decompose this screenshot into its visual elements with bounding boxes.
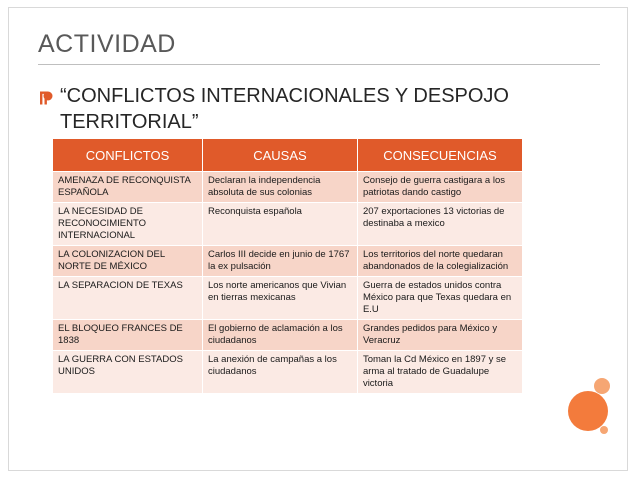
consequence-cell: Los territorios del norte quedaran abandonados de la colegialización [358, 245, 522, 276]
header-causas: CAUSAS [203, 139, 358, 171]
cause-cell: Reconquista española [203, 202, 358, 245]
table-header-row [53, 139, 522, 171]
title-divider [38, 64, 600, 65]
consequence-cell: Toman la Cd México en 1897 y se arma al tratado de Guadalupe victoria [358, 350, 522, 393]
cause-cell: El gobierno de aclamación a los ciudadanos [203, 319, 358, 350]
cause-cell: Carlos III decide en junio de 1767 la ex pulsación [203, 245, 358, 276]
header-consecuencias: CONSECUENCIAS [358, 139, 522, 171]
decorative-circle-large [568, 391, 608, 431]
conflict-cell: LA GUERRA CON ESTADOS UNIDOS [53, 350, 203, 393]
conflict-cell: AMENAZA DE RECONQUISTA ESPAÑOLA [53, 171, 203, 202]
consequence-cell: 207 exportaciones 13 victorias de destinaba a mexico [358, 202, 522, 245]
table-row [53, 350, 522, 393]
cause-cell: La anexión de campañas a los ciudadanos [203, 350, 358, 393]
table-row [53, 245, 522, 276]
conflict-cell: LA COLONIZACION DEL NORTE DE MÉXICO [53, 245, 203, 276]
table-row [53, 319, 522, 350]
table-row [53, 202, 522, 245]
header-conflictos: CONFLICTOS [53, 139, 203, 171]
cause-cell: Declaran la independencia absoluta de sus colonias [203, 171, 358, 202]
table-row [53, 171, 522, 202]
consequence-cell: Grandes pedidos para México y Veracruz [358, 319, 522, 350]
decorative-circle-tiny [600, 426, 608, 434]
cause-cell: Los norte americanos que Vivian en tierras mexicanas [203, 276, 358, 319]
conflict-cell: LA SEPARACION DE TEXAS [53, 276, 203, 319]
slide-title: ACTIVIDAD [38, 30, 176, 58]
conflict-cell: LA NECESIDAD DE RECONOCIMIENTO INTERNACIONAL [53, 202, 203, 245]
consequence-cell: Guerra de estados unidos contra México para que Texas quedara en E.U [358, 276, 522, 319]
slide-subtitle: “CONFLICTOS INTERNACIONALES Y DESPOJO TERRITORIAL” [60, 85, 509, 133]
consequence-cell: Consejo de guerra castigara a los patriotas dando castigo [358, 171, 522, 202]
table-row [53, 276, 522, 319]
decorative-circle-small [594, 378, 610, 394]
conflict-cell: EL BLOQUEO FRANCES DE 1838 [53, 319, 203, 350]
reversed-pilcrow-bullet-icon [36, 91, 54, 105]
conflicts-table [53, 139, 522, 393]
